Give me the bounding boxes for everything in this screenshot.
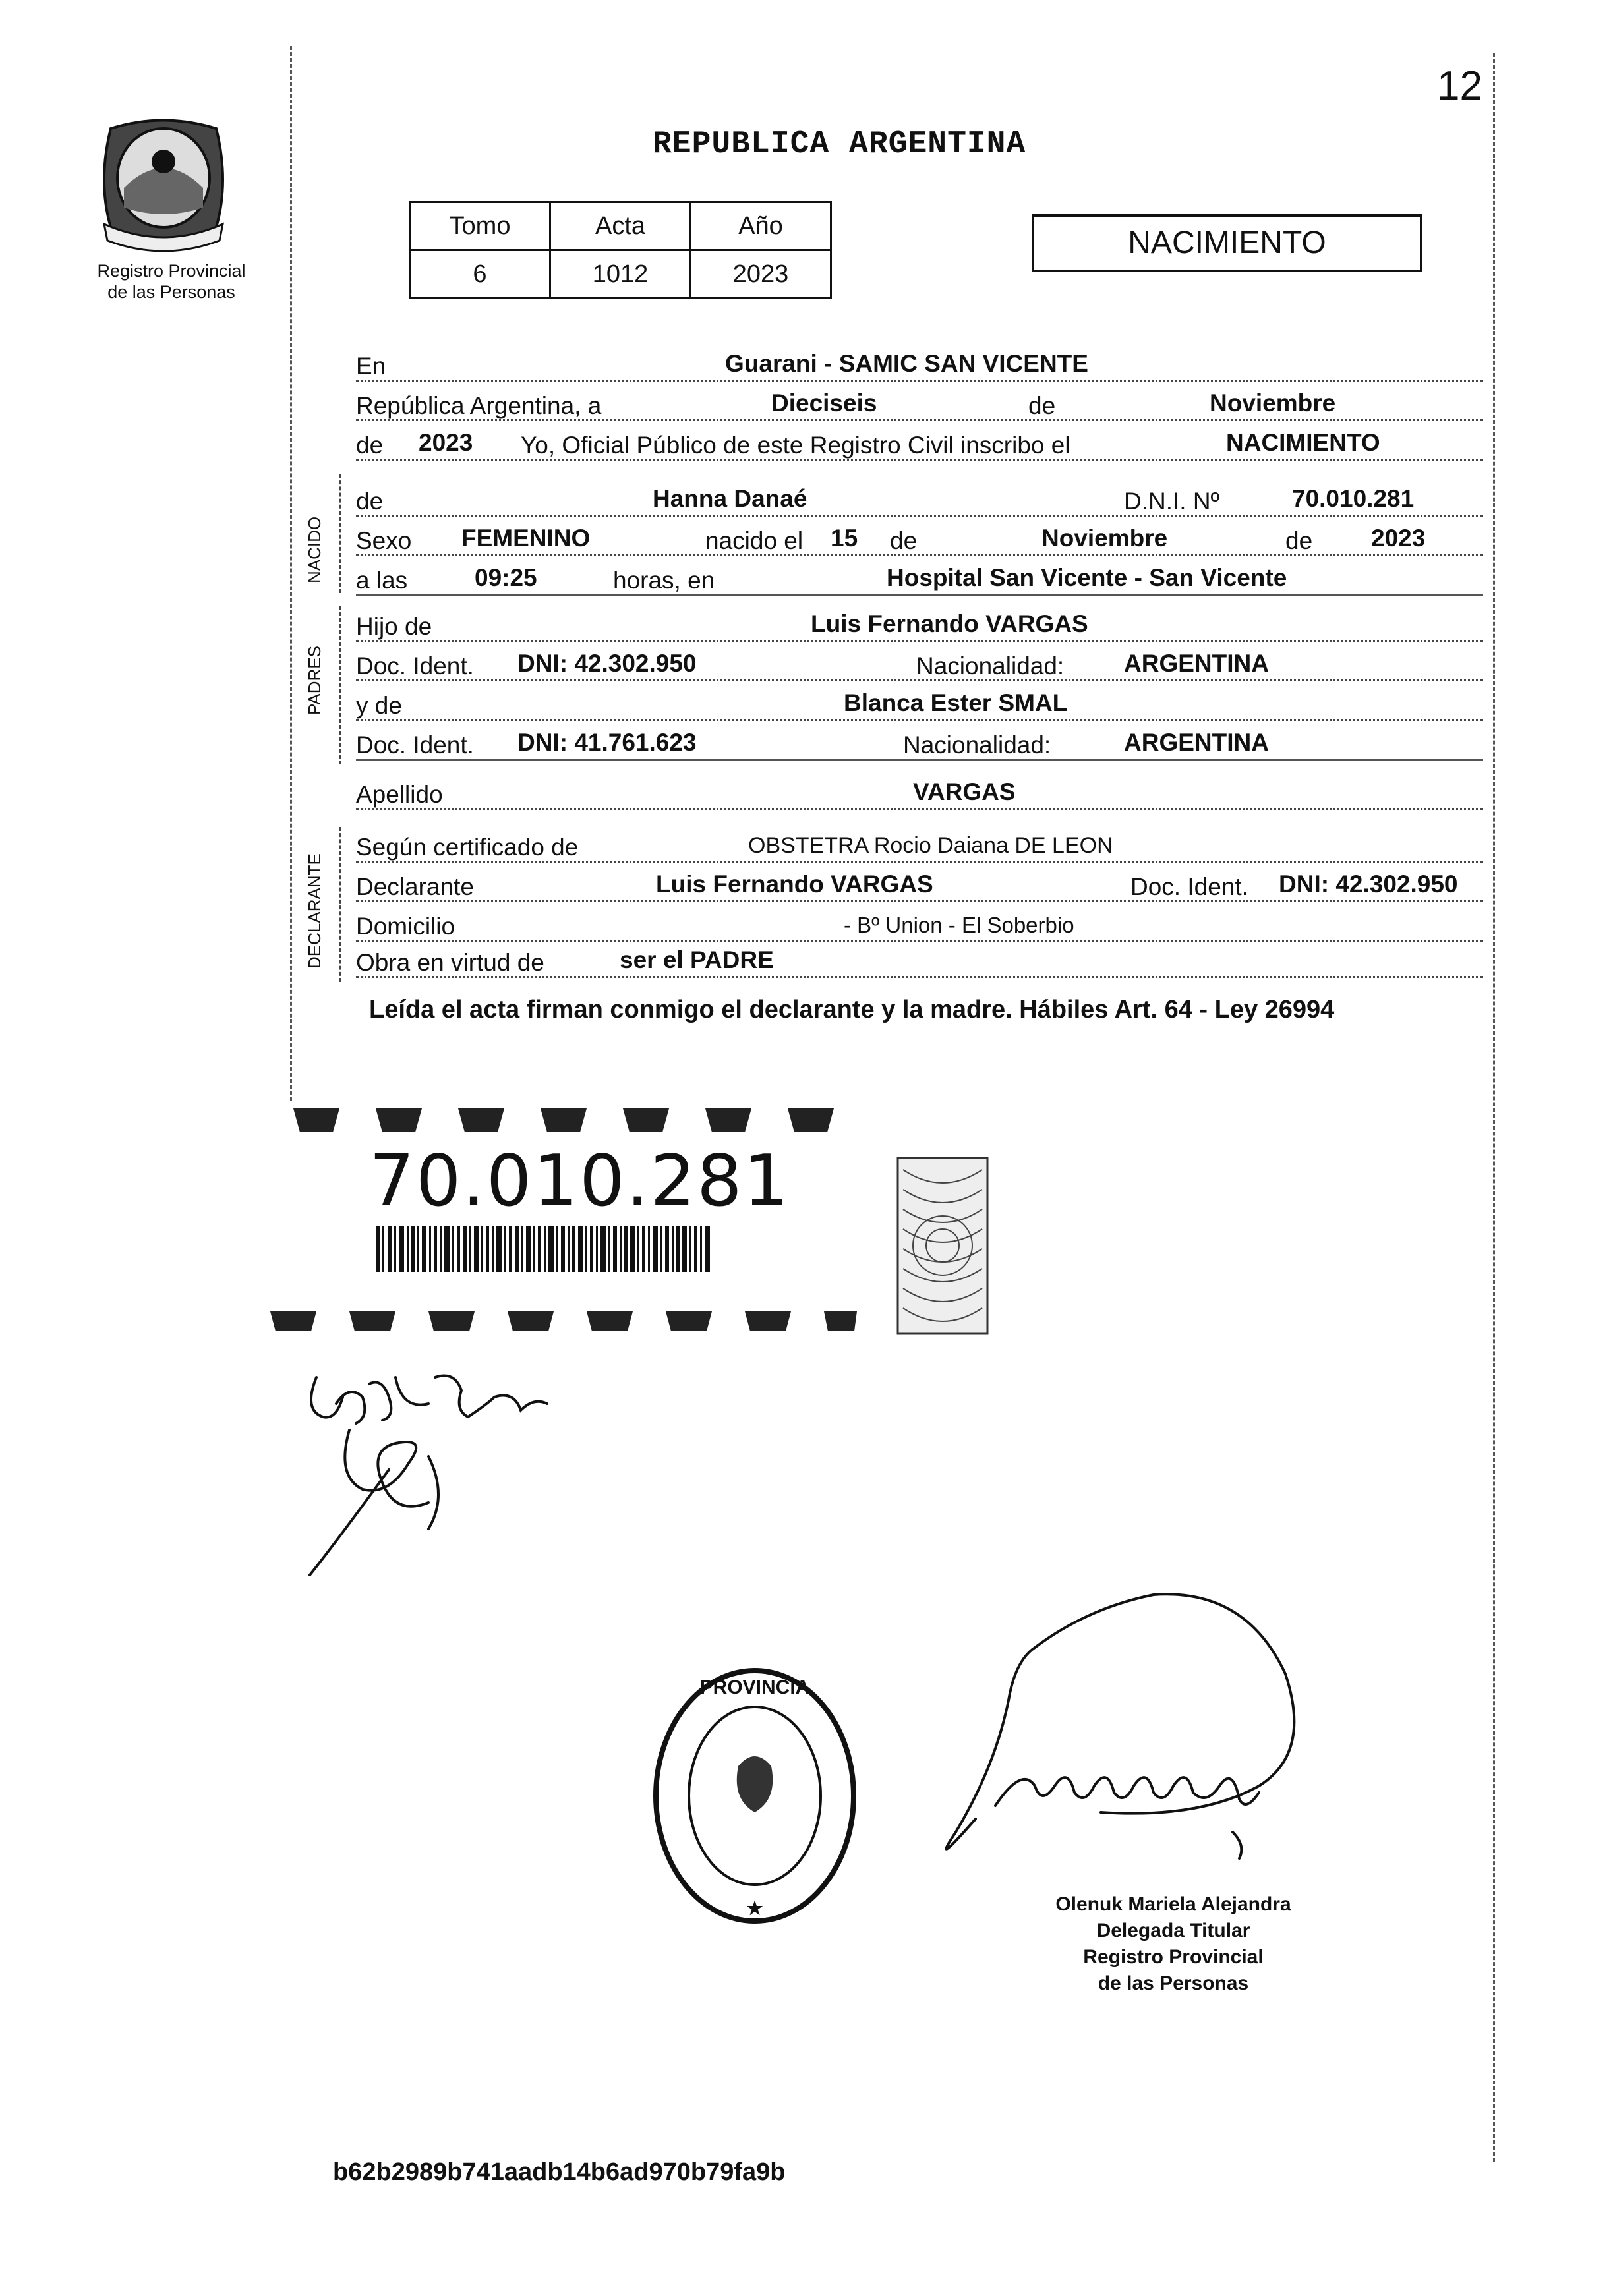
value-lugar: Guarani - SAMIC SAN VICENTE [725, 350, 1088, 377]
sticker-top-pattern [293, 1107, 850, 1134]
nacido-divider [339, 474, 341, 593]
value-mes-registro: Noviembre [1210, 389, 1336, 416]
value-certificado: OBSTETRA Rocio Daiana DE LEON [748, 833, 1113, 858]
registry-table [409, 201, 832, 299]
value-domicilio: - Bº Union - El Soberbio [844, 913, 1074, 937]
value-sexo: FEMENINO [461, 525, 591, 552]
tomo-header: Tomo [410, 202, 550, 250]
section-padres-label: PADRES [305, 646, 324, 715]
value-apellido: VARGAS [913, 778, 1016, 805]
label-nacionalidad-1: Nacionalidad: [916, 652, 1065, 679]
label-republica: República Argentina, a [356, 392, 602, 419]
label-hijo-de: Hijo de [356, 613, 432, 640]
section-nacido-label: NACIDO [305, 516, 324, 583]
label-de-dia-mes: de [890, 527, 918, 554]
row-nombre [356, 478, 1483, 517]
label-y-de: y de [356, 692, 402, 719]
value-madre-doc: DNI: 41.761.623 [517, 729, 697, 756]
row-madre-doc [356, 722, 1483, 761]
value-madre-nac: ARGENTINA [1124, 729, 1269, 756]
padres-divider [339, 606, 341, 764]
label-de-mes-anio: de [1285, 527, 1313, 554]
label-yo-oficial: Yo, Oficial Público de este Registro Civil inscribo el [521, 432, 1070, 459]
logo-caption [73, 260, 270, 302]
row-obra-virtud [356, 939, 1483, 978]
security-hologram-icon [896, 1157, 989, 1335]
value-obra-virtud: ser el PADRE [620, 946, 774, 973]
value-dni: 70.010.281 [1292, 485, 1415, 512]
anio-value: 2023 [691, 250, 831, 299]
registry-stamp [646, 1661, 864, 1931]
row-declarante [356, 863, 1483, 902]
label-en: En [356, 353, 386, 380]
value-padre: Luis Fernando VARGAS [811, 610, 1088, 637]
row-apellido [356, 771, 1483, 810]
label-sexo: Sexo [356, 527, 412, 554]
scan-line-left [290, 46, 292, 1101]
row-lugar [356, 343, 1483, 382]
row-sexo [356, 517, 1483, 556]
legal-note: Leída el acta firman conmigo el declarante y la madre. Hábiles Art. 64 - Ley 26994 [369, 996, 1335, 1023]
label-dni: D.N.I. Nº [1124, 488, 1220, 515]
row-certificado [356, 824, 1483, 863]
label-obra-virtud: Obra en virtud de [356, 949, 544, 976]
declarante-divider [339, 827, 341, 982]
value-lugar-nac: Hospital San Vicente - San Vicente [887, 564, 1287, 591]
delegate-office: Registro Provincial [1083, 1946, 1264, 1968]
label-horas-en: horas, en [613, 567, 715, 594]
value-dia-letras: Dieciseis [771, 389, 877, 416]
svg-text:PROVINCIA: PROVINCIA [699, 1677, 810, 1698]
scan-line-right [1493, 53, 1495, 2162]
delegate-office-2: de las Personas [1098, 1972, 1249, 1994]
svg-text:★: ★ [746, 1898, 763, 1918]
label-a-las: a las [356, 567, 408, 594]
sticker-bottom-pattern [270, 1311, 857, 1331]
row-hora-lugar [356, 557, 1483, 596]
delegate-name: Olenuk Mariela Alejandra [1055, 1893, 1291, 1915]
label-de-mes: de [1028, 392, 1056, 419]
value-hora: 09:25 [475, 564, 537, 591]
value-declarante: Luis Fernando VARGAS [656, 871, 933, 898]
row-fecha [356, 382, 1483, 421]
logo-caption-line2: de las Personas [107, 282, 235, 302]
label-doc-ident-2: Doc. Ident. [356, 732, 474, 759]
label-nacido-el: nacido el [705, 527, 804, 554]
value-padre-nac: ARGENTINA [1124, 650, 1269, 677]
acta-header: Acta [550, 202, 691, 250]
misiones-emblem-icon [84, 109, 243, 260]
value-anio-registro: 2023 [419, 429, 473, 456]
value-anio-nac: 2023 [1371, 525, 1426, 552]
delegate-block [989, 1891, 1358, 1997]
acta-value: 1012 [550, 250, 691, 299]
official-signature [903, 1568, 1358, 1911]
row-padre-doc [356, 643, 1483, 681]
page-number: 12 [1437, 63, 1482, 109]
dni-sticker-number: 70.010.281 [369, 1140, 790, 1222]
record-type-box: NACIMIENTO [1032, 214, 1422, 272]
barcode [376, 1226, 710, 1272]
anio-header: Año [691, 202, 831, 250]
label-de-nombre: de [356, 488, 384, 515]
value-padre-doc: DNI: 42.302.950 [517, 650, 697, 677]
row-madre [356, 682, 1483, 721]
row-padre [356, 603, 1483, 642]
value-madre: Blanca Ester SMAL [844, 689, 1068, 716]
label-segun-certificado: Según certificado de [356, 834, 579, 861]
document-title: REPUBLICA ARGENTINA [653, 127, 1026, 162]
value-declarante-doc: DNI: 42.302.950 [1279, 871, 1458, 898]
delegate-title: Delegada Titular [1096, 1920, 1250, 1941]
document-hash: b62b2989b741aadb14b6ad970b79fa9b [333, 2158, 786, 2186]
label-de-anio: de [356, 432, 384, 459]
label-domicilio: Domicilio [356, 913, 455, 940]
label-nacionalidad-2: Nacionalidad: [903, 732, 1051, 759]
row-domicilio [356, 903, 1483, 942]
value-nombre: Hanna Danaé [653, 485, 807, 512]
section-declarante-label: DECLARANTE [305, 853, 324, 969]
label-doc-ident-1: Doc. Ident. [356, 652, 474, 679]
value-dia-nac: 15 [831, 525, 858, 552]
declarant-signature [297, 1358, 593, 1595]
value-acto: NACIMIENTO [1226, 429, 1380, 456]
label-declarante: Declarante [356, 873, 474, 900]
row-anio-acto [356, 422, 1483, 461]
label-doc-ident-decl: Doc. Ident. [1130, 873, 1248, 900]
tomo-value: 6 [410, 250, 550, 299]
label-apellido: Apellido [356, 781, 443, 808]
logo-caption-line1: Registro Provincial [97, 261, 246, 281]
value-mes-nac: Noviembre [1041, 525, 1168, 552]
